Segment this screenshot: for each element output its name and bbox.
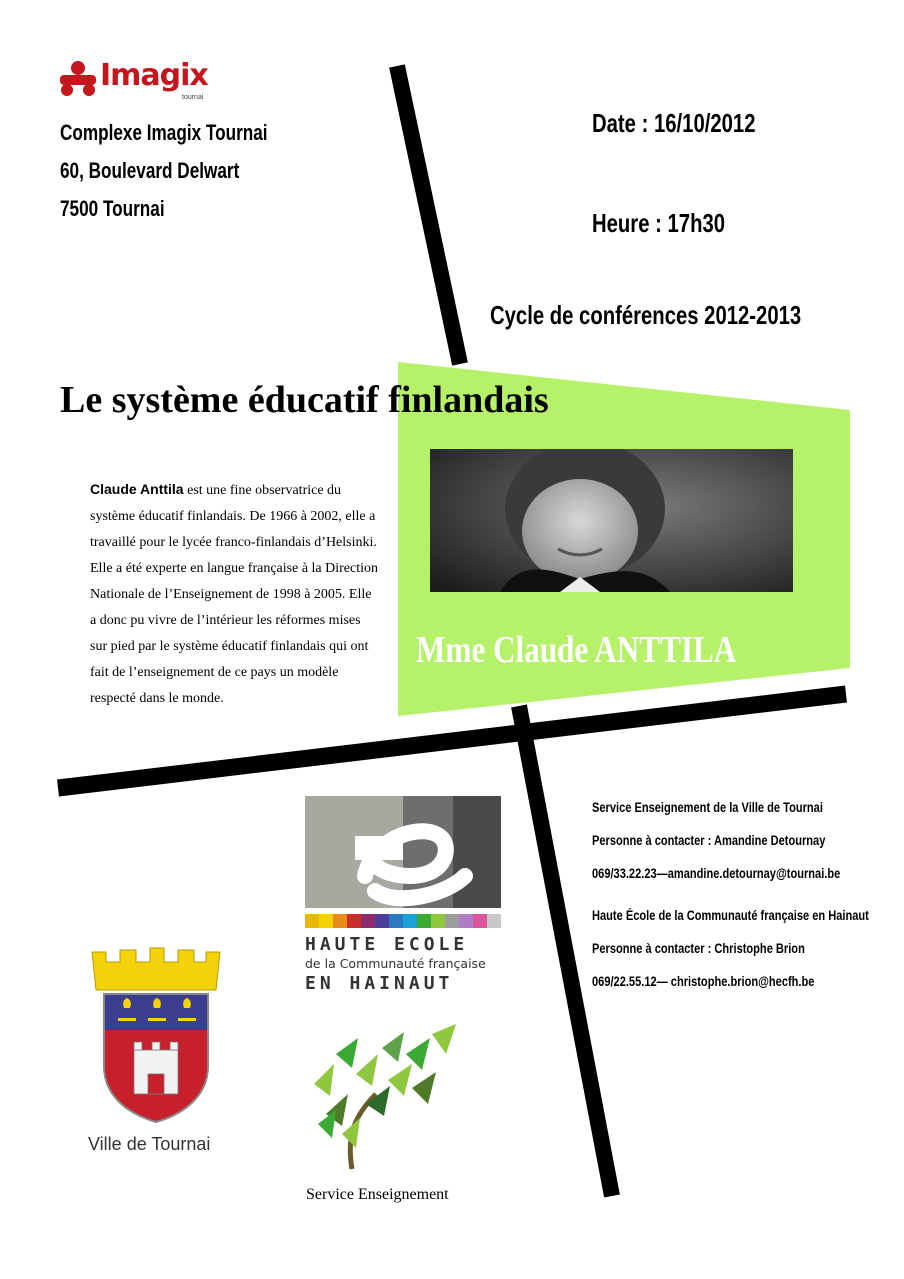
speaker-photo xyxy=(430,449,793,592)
venue-street: 60, Boulevard Delwart xyxy=(60,158,240,183)
event-time: Heure : 17h30 xyxy=(592,208,726,238)
contact1-phone: 069/33.22.23—amandine.detournay@tournai.be xyxy=(592,866,841,881)
imagix-logo-sub: tournai xyxy=(182,94,204,101)
venue-name: Complexe Imagix Tournai xyxy=(60,120,268,145)
contact1-org: Service Enseignement de la Ville de Tournai xyxy=(592,800,823,815)
contact1-person: Personne à contacter : Amandine Detournay xyxy=(592,833,826,848)
bio-text: est une fine observatrice du système éducatif finlandais. De 1966 à 2002, elle a travaillé pour le lycée franco-finlandais d’Helsinki. Elle a été experte en langue française à la Direction Nationale de l’Enseignement de 1998 à 2005. Elle a donc pu vivre de l’intérieur les réformes mises sur pied par le système éducatif finlandais qui ont fait de l’enseignement de ce pays un modèle respecté dans le monde. xyxy=(90,483,379,706)
ville-label: Ville de Tournai xyxy=(88,1134,211,1154)
event-title: Le système éducatif finlandais xyxy=(60,379,549,421)
contact2-phone: 069/22.55.12— christophe.brion@hecfh.be xyxy=(592,974,815,989)
bar-vertical-top xyxy=(397,66,460,364)
bar-vertical-bottom xyxy=(519,706,612,1196)
speaker-name: Mme Claude ANTTILA xyxy=(416,629,737,671)
imagix-logo-text: Imagix xyxy=(100,58,208,93)
event-date: Date : 16/10/2012 xyxy=(592,108,756,138)
bio-name: Claude Anttila xyxy=(90,481,184,497)
contact2-org: Haute École de la Communauté française en Hainaut xyxy=(592,908,869,923)
heh-line1: HAUTE ECOLE xyxy=(305,934,469,955)
heh-line3: EN HAINAUT xyxy=(305,973,454,994)
contact2-person: Personne à contacter : Christophe Brion xyxy=(592,941,805,956)
heh-line2: de la Communauté française xyxy=(305,956,486,971)
bar-horizontal xyxy=(58,694,846,788)
venue-city: 7500 Tournai xyxy=(60,196,165,221)
event-cycle: Cycle de conférences 2012-2013 xyxy=(490,300,802,330)
service-label: Service Enseignement xyxy=(306,1186,449,1203)
